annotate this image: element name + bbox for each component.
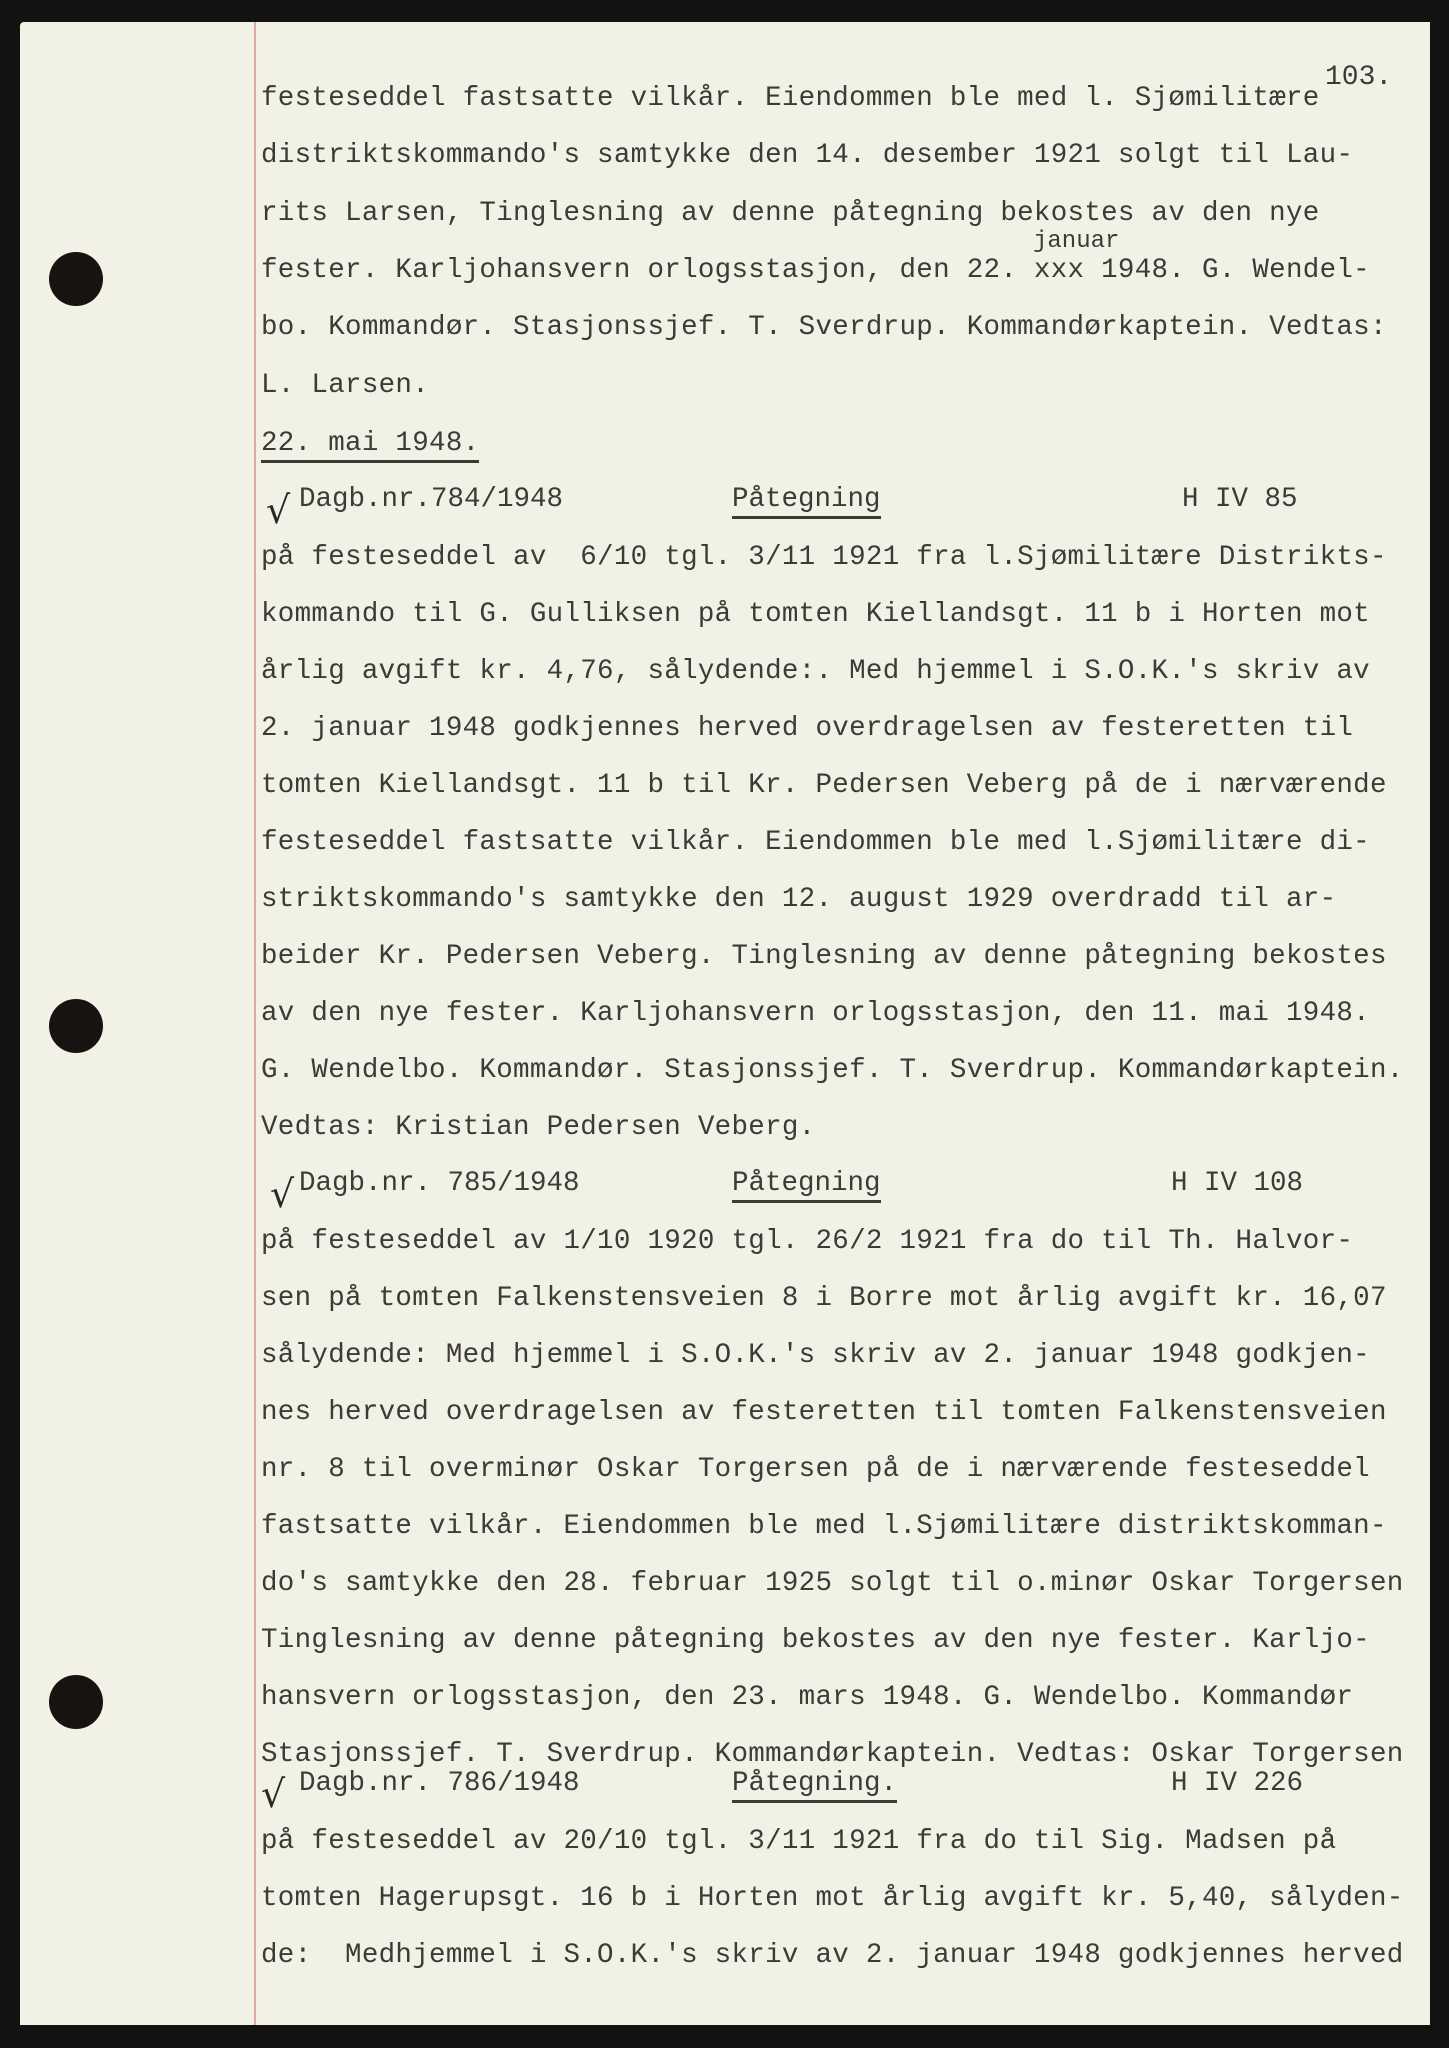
red-margin-line: [254, 22, 256, 2025]
entry-ref: H IV 85: [1182, 484, 1298, 515]
entry-title: Påtegning.: [732, 1768, 897, 1803]
entry-line: hansvern orlogsstasjon, den 23. mars 1948. G. Wendelbo. Kommandør: [261, 1682, 1354, 1713]
page-number: 103.: [1325, 62, 1393, 93]
document-page: [20, 22, 1430, 2025]
entry-line: festeseddel fastsatte vilkår. Eiendommen ble med l.Sjømilitære di-: [261, 827, 1370, 858]
entry-line: de: Medhjemmel i S.O.K.'s skriv av 2. januar 1948 godkjennes herved: [261, 1940, 1404, 1971]
intro-line: bo. Kommandør. Stasjonssjef. T. Sverdrup. Kommandørkaptein. Vedtas:: [261, 312, 1387, 343]
intro-date-line: [261, 427, 479, 461]
entry-header: [261, 1768, 1421, 1802]
entry-title: Påtegning: [732, 1168, 881, 1203]
entry-line: sen på tomten Falkenstensveien 8 i Borre mot årlig avgift kr. 16,07: [261, 1283, 1387, 1314]
check-mark-icon: √: [270, 1172, 295, 1216]
entry-line: sålydende: Med hjemmel i S.O.K.'s skriv av 2. januar 1948 godkjen-: [261, 1340, 1370, 1371]
entry-line: tomten Hagerupsgt. 16 b i Horten mot årlig avgift kr. 5,40, sålyden-: [261, 1883, 1404, 1914]
entry-line: striktskommando's samtykke den 12. august 1929 overdradd til ar-: [261, 884, 1337, 915]
dagb-nr: Dagb.nr.784/1948: [299, 484, 564, 515]
entry-line: tomten Kiellandsgt. 11 b til Kr. Pedersen Veberg på de i nærværende: [261, 770, 1387, 801]
entry-line: do's samtykke den 28. februar 1925 solgt til o.minør Oskar Torgersen: [261, 1568, 1404, 1599]
entry-line: årlig avgift kr. 4,76, sålydende:. Med hjemmel i S.O.K.'s skriv av: [261, 656, 1370, 687]
entry-line: nes herved overdragelsen av festeretten til tomten Falkenstensveien: [261, 1397, 1387, 1428]
entry-ref: H IV 108: [1171, 1168, 1304, 1199]
binder-hole-middle: [49, 999, 103, 1053]
entry-line: kommando til G. Gulliksen på tomten Kiellandsgt. 11 b i Horten mot: [261, 599, 1370, 630]
entry-line: av den nye fester. Karljohansvern orlogsstasjon, den 11. mai 1948.: [261, 998, 1370, 1029]
entry-line: Tinglesning av denne påtegning bekostes av den nye fester. Karljo-: [261, 1625, 1370, 1656]
entry-line: Vedtas: Kristian Pedersen Veberg.: [261, 1112, 816, 1143]
intro-line: distriktskommando's samtykke den 14. desember 1921 solgt til Lau-: [261, 140, 1354, 171]
entry-title: Påtegning: [732, 484, 881, 519]
intro-date: 22. mai 1948.: [261, 428, 479, 463]
entry-line: på festeseddel av 20/10 tgl. 3/11 1921 fra do til Sig. Madsen på: [261, 1826, 1337, 1857]
entry-header: [261, 484, 1421, 518]
entry-line: Stasjonssjef. T. Sverdrup. Kommandørkaptein. Vedtas: Oskar Torgersen: [261, 1739, 1404, 1770]
entry-line: fastsatte vilkår. Eiendommen ble med l.Sjømilitære distriktskomman-: [261, 1511, 1387, 1542]
intro-line: rits Larsen, Tinglesning av denne påtegning bekostes av den nye: [261, 198, 1320, 229]
intro-line: L. Larsen.: [261, 370, 430, 401]
entry-line: beider Kr. Pedersen Veberg. Tinglesning av denne påtegning bekostes: [261, 941, 1387, 972]
binder-hole-bottom: [49, 1675, 103, 1729]
check-mark-icon: √: [261, 1772, 286, 1816]
entry-line: G. Wendelbo. Kommandør. Stasjonssjef. T. Sverdrup. Kommandørkaptein.: [261, 1055, 1404, 1086]
entry-ref: H IV 226: [1171, 1768, 1304, 1799]
check-mark-icon: √: [266, 488, 291, 532]
entry-line: på festeseddel av 1/10 1920 tgl. 26/2 1921 fra do til Th. Halvor-: [261, 1226, 1354, 1257]
dagb-nr: Dagb.nr. 785/1948: [299, 1168, 580, 1199]
intro-line: fester. Karljohansvern orlogsstasjon, den 22. xxx 1948. G. Wendel-: [261, 255, 1370, 286]
intro-line: festeseddel fastsatte vilkår. Eiendommen ble med l. Sjømilitære: [261, 83, 1320, 114]
entry-line: 2. januar 1948 godkjennes herved overdragelsen av festeretten til: [261, 713, 1354, 744]
entry-line: på festeseddel av 6/10 tgl. 3/11 1921 fra l.Sjømilitære Distrikts-: [261, 542, 1387, 573]
dagb-nr: Dagb.nr. 786/1948: [299, 1768, 580, 1799]
entry-line: nr. 8 til overminør Oskar Torgersen på de i nærværende festeseddel: [261, 1454, 1370, 1485]
entry-header: [261, 1168, 1421, 1202]
binder-hole-top: [49, 252, 103, 306]
interlinear-insertion: januar: [1033, 228, 1120, 255]
